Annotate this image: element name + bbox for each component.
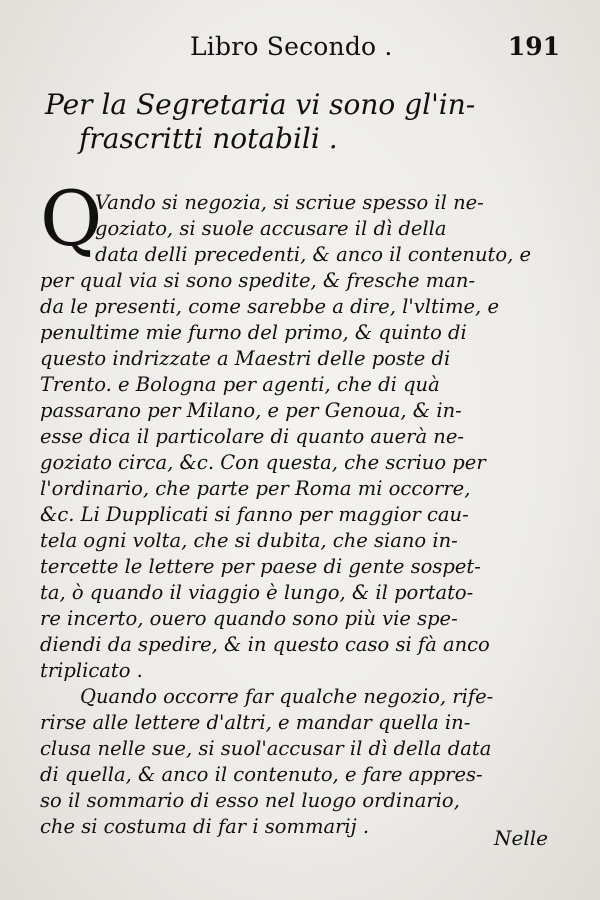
text-line: questo indrizzate a Maestri delle poste di xyxy=(40,347,451,370)
page-number: 191 xyxy=(507,32,560,61)
text-line: tela ogni volta, che si dubita, che siano in- xyxy=(40,529,458,552)
text-line: triplicato . xyxy=(40,659,143,682)
text-line: so il sommario di esso nel luogo ordinario, xyxy=(40,789,460,812)
text-line: diendi da spedire, & in questo caso si fà anco xyxy=(40,633,490,656)
text-line: ta, ò quando il viaggio è lungo, & il portato- xyxy=(40,581,474,604)
text-line: di quella, & anco il contenuto, e fare appres- xyxy=(40,763,483,786)
catchword: Nelle xyxy=(494,826,548,850)
text-line: l'ordinario, che parte per Roma mi occorre, xyxy=(40,477,471,500)
section-title-line-1: Per la Segretaria vi sono gl'in- xyxy=(45,88,476,121)
section-title-line-2: frascritti notabili . xyxy=(79,122,338,155)
text-line: passarano per Milano, e per Genoua, & in- xyxy=(40,399,462,422)
section-title xyxy=(45,88,565,156)
text-line: clusa nelle sue, si suol'accusar il dì della data xyxy=(40,737,492,760)
text-line: Vando si negozia, si scriue spesso il ne- xyxy=(95,191,484,214)
paragraph-1 xyxy=(40,174,560,684)
text-line: penultime mie furno del primo, & quinto di xyxy=(40,321,467,344)
body-text xyxy=(40,174,560,840)
paragraph-2 xyxy=(40,684,560,840)
text-line: goziato, si suole accusare il dì della xyxy=(95,217,447,240)
text-line: da le presenti, come sarebbe a dire, l'vltime, e xyxy=(40,295,499,318)
text-line: per qual via si sono spedite, & fresche man- xyxy=(40,269,476,292)
drop-cap: Q xyxy=(40,174,103,263)
text-line: rirse alle lettere d'altri, e mandar quella in- xyxy=(40,711,471,734)
text-line: che si costuma di far i sommarij . xyxy=(40,815,370,838)
page-header xyxy=(0,28,600,68)
running-head: Libro Secondo . xyxy=(190,32,393,61)
text-line: &c. Li Dupplicati si fanno per maggior cau- xyxy=(40,503,469,526)
text-line: esse dica il particolare di quanto auerà ne- xyxy=(40,425,464,448)
text-line: re incerto, ouero quando sono più vie spe- xyxy=(40,607,458,630)
text-line: tercette le lettere per paese di gente sospet- xyxy=(40,555,481,578)
text-line: data delli precedenti, & anco il contenuto, e xyxy=(95,243,532,266)
text-line: Trento. e Bologna per agenti, che di quà xyxy=(40,373,440,396)
text-line: goziato circa, &c. Con questa, che scriuo per xyxy=(40,451,486,474)
text-line: Quando occorre far qualche negozio, rife- xyxy=(80,685,494,708)
